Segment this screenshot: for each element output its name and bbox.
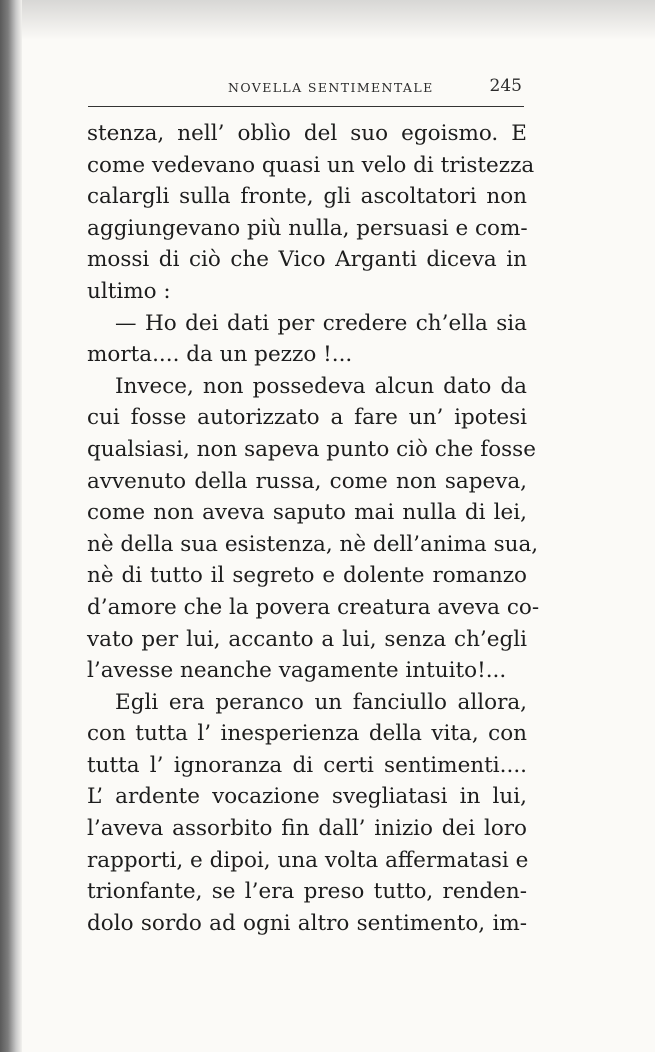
text-line: L’ ardente vocazione svegliatasi in lui, (87, 784, 527, 810)
text-line: — Ho dei dati per credere ch’ella sia (115, 310, 527, 336)
text-line: tutta l’ ignoranza di certi sentimenti.... (87, 752, 527, 778)
text-line: trionfante, se l’era preso tutto, renden- (87, 879, 527, 905)
text-line: l’avesse neanche vagamente intuito!... (87, 658, 507, 684)
text-line: calargli sulla fronte, gli ascoltatori non (87, 184, 527, 210)
text-line: l’aveva assorbito fin dall’ inizio dei loro (87, 816, 527, 842)
body-text (87, 118, 540, 939)
text-line: Invece, non possedeva alcun dato da (115, 373, 527, 399)
text-line: morta.... da un pezzo !... (87, 342, 353, 368)
text-line: stenza, nell’ oblìo del suo egoismo. E (87, 121, 527, 146)
text-line: ultimo : (87, 278, 171, 304)
text-line: Egli era peranco un fanciullo allora, (115, 689, 527, 715)
text-line: avvenuto della russa, come non sapeva, (87, 468, 527, 494)
text-line: con tutta l’ inesperienza della vita, con (87, 721, 527, 747)
text-line: d’amore che la povera creatura aveva co- (87, 594, 540, 620)
page-number: 245 (489, 76, 522, 96)
text-line: dolo sordo ad ogni altro sentimento, im- (87, 910, 527, 936)
page-header (88, 76, 526, 100)
text-line: nè della sua esistenza, nè dell’anima sua, (87, 531, 539, 557)
page-top-shade (22, 0, 655, 40)
running-title: NOVELLA SENTIMENTALE (228, 80, 434, 95)
text-line: nè di tutto il segreto e dolente romanzo (87, 563, 527, 589)
text-line: qualsiasi, non sapeva punto ciò che fosse (87, 436, 536, 462)
page-gutter-shadow (0, 0, 22, 1052)
text-line: come vedevano quasi un velo di tristezza (87, 152, 535, 178)
text-line: rapporti, e dipoi, una volta affermatasi e (87, 847, 529, 873)
text-line: mossi di ciò che Vico Arganti diceva in (87, 247, 527, 273)
text-line: cui fosse autorizzato a fare un’ ipotesi (87, 405, 527, 431)
text-line: vato per lui, accanto a lui, senza ch’egli (87, 626, 527, 652)
header-rule (88, 106, 524, 107)
text-line: come non aveva saputo mai nulla di lei, (87, 500, 527, 526)
text-line: aggiungevano più nulla, persuasi e com- (87, 215, 528, 241)
